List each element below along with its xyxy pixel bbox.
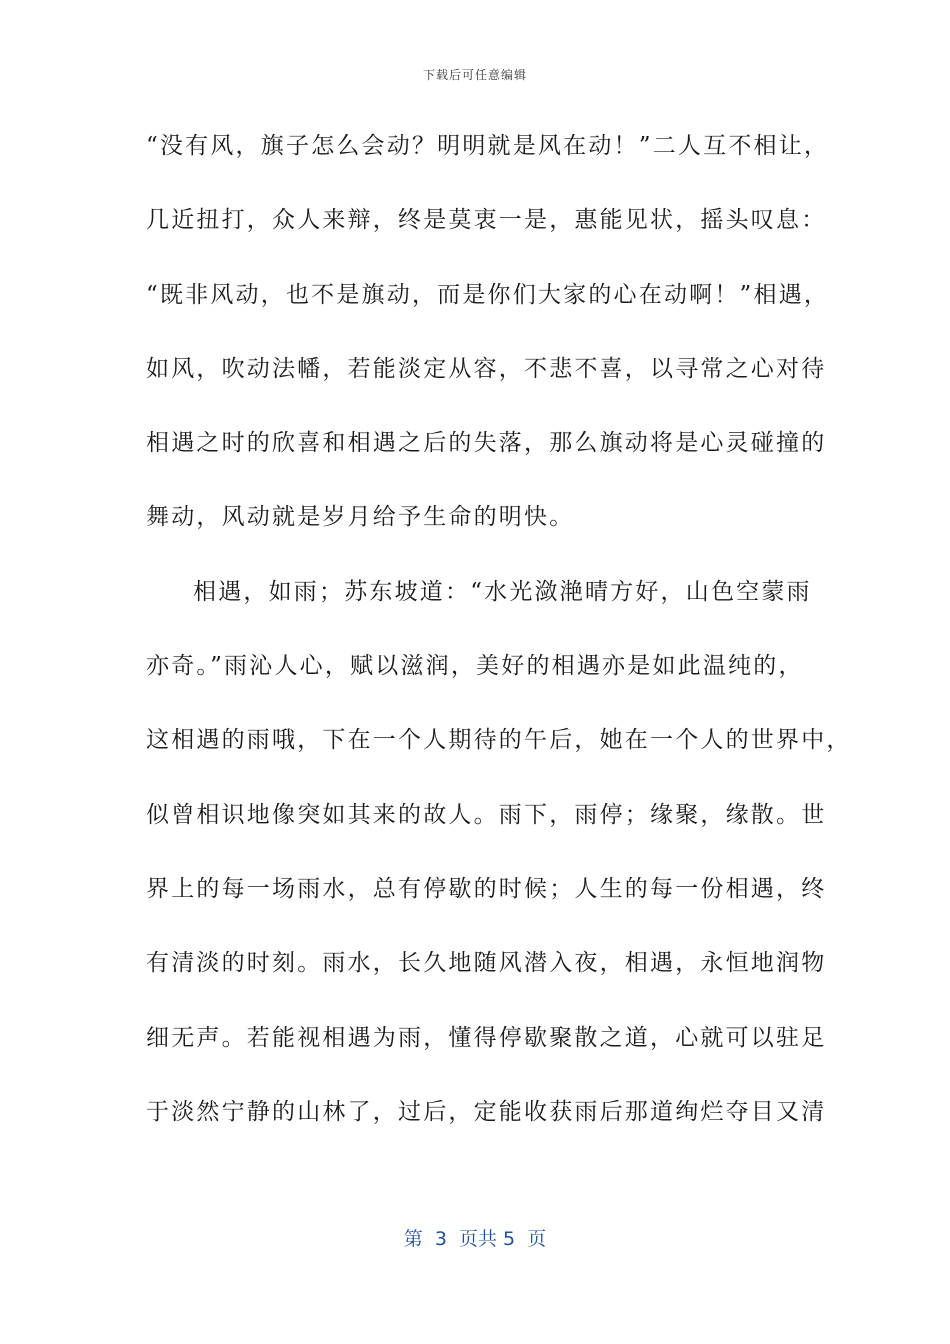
text-line: 似曾相识地像突如其来的故人。雨下，雨停；缘聚，缘散。世	[146, 801, 827, 828]
text-line: 于淡然宁静的山林了，过后，定能收获雨后那道绚烂夺目又清	[146, 1098, 827, 1125]
text-line: 细无声。若能视相遇为雨，懂得停歇聚散之道，心就可以驻足	[146, 1024, 827, 1051]
text-line: 相遇之时的欣喜和相遇之后的失落，那么旗动将是心灵碰撞的	[146, 430, 827, 457]
text-line: “没有风，旗子怎么会动？明明就是风在动！”二人互不相让，	[146, 133, 830, 159]
paragraph-start-line: 相遇，如雨；苏东坡道：“水光潋滟晴方好，山色空蒙雨	[193, 578, 812, 605]
text-line: 界上的每一场雨水，总有停歇的时候；人生的每一份相遇，终	[146, 875, 827, 902]
header-note: 下载后可任意编辑	[422, 68, 527, 82]
page-number-footer: 第 3 页共 5 页	[403, 1228, 547, 1250]
text-line: “既非风动，也不是旗动，而是你们大家的心在动啊！”相遇，	[146, 281, 830, 308]
text-line: 舞动，风动就是岁月给予生命的明快。	[146, 504, 575, 531]
document-body	[146, 124, 852, 1164]
text-line: 亦奇。”雨沁人心，赋以滋润，美好的相遇亦是如此温纯的，	[146, 653, 804, 680]
text-line: 有清淡的时刻。雨水，长久地随风潜入夜，相遇，永恒地润物	[146, 950, 827, 977]
text-line: 这相遇的雨哦，下在一个人期待的午后，她在一个人的世界中，	[146, 727, 852, 754]
text-line: 几近扭打，众人来辩，终是莫衷一是，惠能见状，摇头叹息：	[146, 207, 827, 234]
text-line: 如风，吹动法幡，若能淡定从容，不悲不喜，以寻常之心对待	[146, 355, 827, 382]
